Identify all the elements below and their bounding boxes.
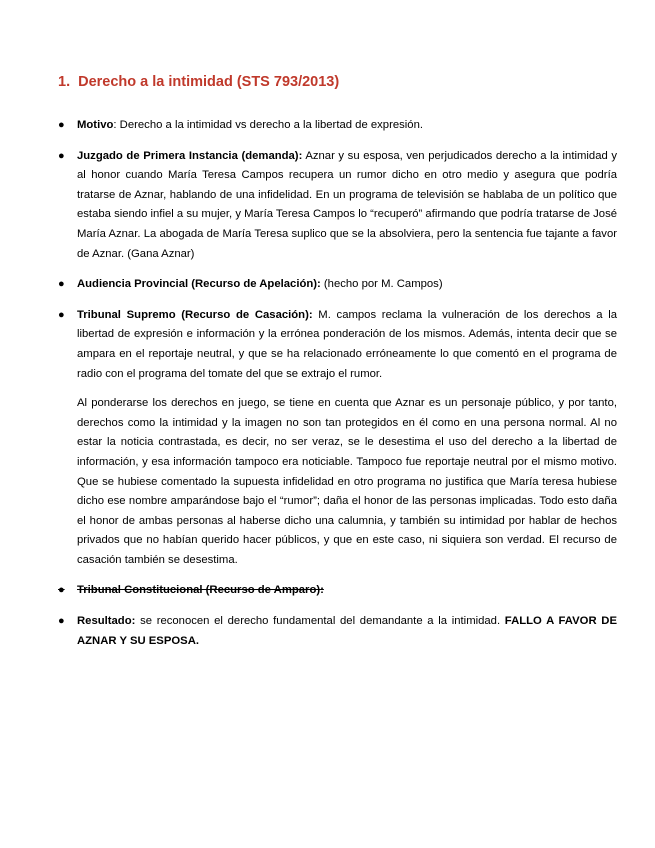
section-number: 1. bbox=[58, 74, 71, 90]
list-item-supremo bbox=[58, 306, 617, 571]
item-label: Tribunal Constitucional (Recurso de Amparo): bbox=[77, 584, 324, 597]
verdict-text: FALLO A FAVOR DE AZNAR Y SU ESPOSA. bbox=[77, 615, 617, 647]
item-text: se reconocen el derecho fundamental del demandante a la intimidad. bbox=[135, 615, 505, 628]
bullet-icon: ● bbox=[58, 308, 65, 321]
item-label: Tribunal Supremo (Recurso de Casación): bbox=[77, 308, 313, 321]
item-label: Juzgado de Primera Instancia (demanda): bbox=[77, 149, 303, 162]
bullet-list bbox=[58, 116, 617, 651]
bullet-icon: ● bbox=[58, 119, 65, 131]
item-text: (hecho por M. Campos) bbox=[320, 278, 443, 291]
section-heading bbox=[58, 74, 617, 90]
list-item-constitucional bbox=[58, 581, 617, 601]
section-title: Derecho a la intimidad (STS 793/2013) bbox=[78, 74, 340, 90]
bullet-icon: ● bbox=[58, 584, 65, 597]
bullet-icon: ● bbox=[58, 278, 65, 291]
list-item-juzgado bbox=[58, 147, 617, 265]
item-label: Motivo bbox=[77, 119, 114, 131]
item-paragraph-2: Al ponderarse los derechos en juego, se tiene en cuenta que Aznar es un personaje público, y por tanto, derechos como la intimidad y la imagen no son tan protegidos en él como en una persona normal. Al no estar la noticia contrastada, es decir, no ser veraz, se le desestima el uso del derecho a la libertad de información, y esa información tampoco era noticiable. Tampoco fue reportaje neutral por el mismo motivo. Que se hubiese comentado la supuesta infidelidad en otro programa no justifica que María teresa hubiese dicho ese nombre amparándose bajo el “rumor”; daña el honor de las personas implicadas. Todo esto daña el honor de ambas personas al haberse dicho una calumnia, y también su intimidad por hablar de hechos privados que no habían querido hacer públicos, y que en este caso, ni siquiera son verdad. El recurso de casación también se desestima. bbox=[77, 397, 617, 566]
item-text: M. campos reclama la vulneración de los derechos a la libertad de expresión e información y la errónea ponderación de los mismos. Además, intenta decir que se ampara en el reportaje neutral, y que se ha relacionado erróneamente lo que comentó en el programa de radio con el programa del tomate del que se extrajo el rumor. bbox=[77, 308, 618, 380]
list-item-audiencia bbox=[58, 275, 617, 295]
item-label: Resultado: bbox=[77, 615, 136, 628]
list-item-motivo bbox=[58, 116, 617, 136]
item-label: Audiencia Provincial (Recurso de Apelación): bbox=[77, 278, 321, 291]
item-text: Aznar y su esposa, ven perjudicados derecho a la intimidad y al honor cuando María Teresa Campos recupera un rumor dicho en otro medio y asegura que podría tratarse de Aznar, hablando de una infidelidad. En un programa de televisión se hablaba de un político que estaba siendo infiel a su mujer, y María Teresa Campos lo “recuperó” afirmando que podría tratarse de José María Aznar. La abogada de María Teresa suplico que se la absolviera, pero la sentencia fue tajante a favor de Aznar. (Gana Aznar) bbox=[77, 149, 618, 260]
item-text: Derecho a la intimidad vs derecho a la libertad de expresión. bbox=[116, 119, 423, 131]
item-separator: : bbox=[113, 119, 117, 131]
bullet-icon: ● bbox=[58, 615, 65, 628]
list-item-resultado bbox=[58, 612, 617, 651]
bullet-icon: ● bbox=[58, 149, 65, 162]
